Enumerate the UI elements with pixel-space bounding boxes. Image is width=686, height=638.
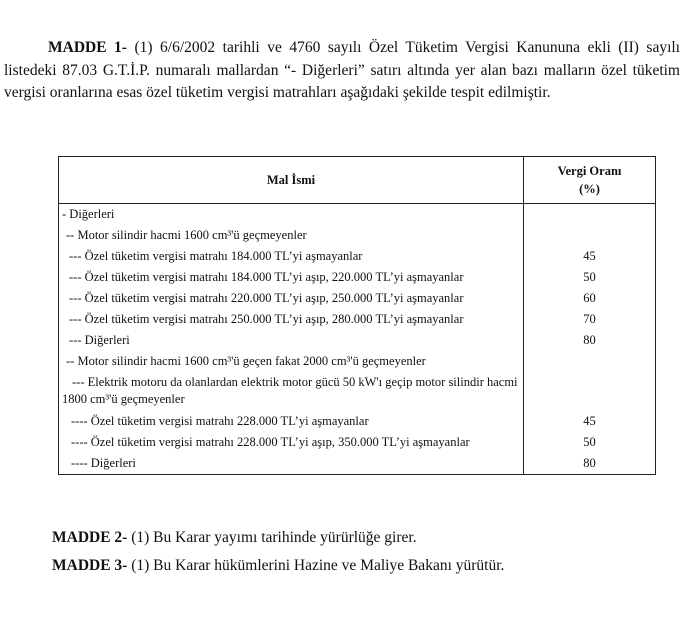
table-row-rate: 80: [583, 333, 596, 347]
table-header-row: [59, 157, 656, 204]
table-row-rate: 45: [583, 414, 596, 428]
article-3-paragraph: [52, 555, 504, 577]
table-row-name: ---- Diğerleri: [71, 456, 136, 470]
article-1-heading: MADDE 1-: [48, 39, 127, 56]
table-row-rate: 45: [583, 249, 596, 263]
table-body-row: [59, 204, 656, 475]
article-3-text: (1) Bu Karar hükümlerini Hazine ve Maliye Bakanı yürütür.: [127, 557, 505, 574]
table-row-rate: 60: [583, 291, 596, 305]
table-row-name: --- Özel tüketim vergisi matrahı 250.000 TL’yi aşıp, 280.000 TL’yi aşmayanlar: [69, 312, 464, 326]
article-3-heading: MADDE 3-: [52, 557, 128, 574]
table-row-rate: 80: [583, 456, 596, 470]
table-row-name: --- Elektrik motoru da olanlardan elektrik motor gücü 50 kW'ı geçip motor silindir hacmi 1800 cm³'ü geçmeyenler: [62, 375, 518, 406]
article-1-text: (1) 6/6/2002 tarihli ve 4760 sayılı Özel Tüketim Vergisi Kanununa ekli (II) sayılı listedeki 87.03 G.T.İ.P. numaralı mallardan “- Diğerleri” satırı altında yer alan bazı malların özel tüketim vergisi oranlarına esas özel tüketim vergisi matrahları aşağıdaki şekilde tespit edilmiştir.: [4, 39, 680, 101]
header-item-name: Mal İsmi: [59, 157, 524, 204]
table-row-rate: [524, 372, 655, 411]
table-row-rate: [524, 204, 655, 225]
table-row-name: --- Özel tüketim vergisi matrahı 220.000 TL’yi aşıp, 250.000 TL’yi aşmayanlar: [69, 291, 464, 305]
table-row-rate: [524, 225, 655, 246]
table-row-rate: 50: [583, 270, 596, 284]
header-tax-rate-line2: (%): [579, 182, 600, 196]
table-row-name: -- Motor silindir hacmi 1600 cm³'ü geçmeyenler: [66, 228, 307, 242]
table-row-name: -- Motor silindir hacmi 1600 cm³'ü geçen fakat 2000 cm³'ü geçmeyenler: [66, 354, 426, 368]
table-row-name: --- Özel tüketim vergisi matrahı 184.000 TL’yi aşmayanlar: [69, 249, 363, 263]
table-row-rate: 50: [583, 435, 596, 449]
table-row-name: --- Özel tüketim vergisi matrahı 184.000 TL’yi aşıp, 220.000 TL’yi aşmayanlar: [69, 270, 464, 284]
header-tax-rate: [524, 157, 656, 204]
article-2-heading: MADDE 2-: [52, 529, 128, 546]
header-tax-rate-line1: Vergi Oranı: [557, 164, 622, 178]
table-row-name: --- Diğerleri: [69, 333, 130, 347]
tax-rates-cell: [524, 204, 656, 475]
table-row-rate: 70: [583, 312, 596, 326]
item-names-cell: [59, 204, 524, 475]
article-2-text: (1) Bu Karar yayımı tarihinde yürürlüğe girer.: [127, 529, 417, 546]
table-row-name: - Diğerleri: [62, 207, 115, 221]
table-row-rate: [524, 351, 655, 372]
table-row-name: ---- Özel tüketim vergisi matrahı 228.000 TL’yi aşıp, 350.000 TL’yi aşmayanlar: [71, 435, 470, 449]
article-1-paragraph: [4, 37, 680, 105]
article-2-paragraph: [52, 527, 417, 549]
tax-rate-table: [58, 156, 656, 475]
table-row-name: ---- Özel tüketim vergisi matrahı 228.000 TL’yi aşmayanlar: [71, 414, 369, 428]
